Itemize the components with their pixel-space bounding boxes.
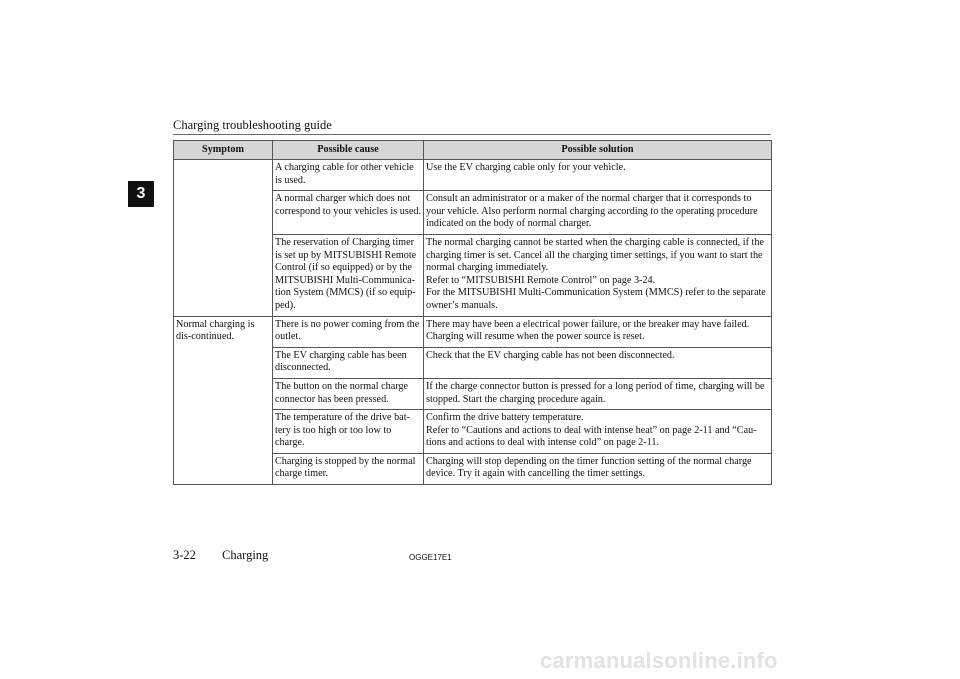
solution-cell	[424, 160, 772, 191]
cause-cell: A charging cable for other vehicle is used.	[273, 160, 424, 191]
table-row	[174, 160, 772, 191]
solution-text: Charging will stop depending on the timer function setting of the normal charge device. Try it again with cancelling the timer settings.	[426, 455, 752, 480]
cause-cell: A normal charger which does not correspond to your vehicles is used.	[273, 191, 424, 235]
cause-cell: There is no power coming from the outlet.	[273, 316, 424, 347]
symptom-cell	[174, 234, 273, 316]
table-row	[174, 316, 772, 347]
cause-cell: Charging is stopped by the normal charge timer.	[273, 453, 424, 484]
symptom-cell	[174, 347, 273, 378]
symptom-cell	[174, 410, 273, 454]
solution-cell	[424, 191, 772, 235]
solution-text: Use the EV charging cable only for your vehicle.	[426, 162, 626, 173]
solution-cell	[424, 347, 772, 378]
page-number: 3-22	[173, 548, 196, 562]
solution-text: There may have been a electrical power failure, or the breaker may have failed.	[426, 318, 750, 330]
table-row	[174, 410, 772, 454]
title-divider	[173, 134, 771, 135]
solution-cell	[424, 453, 772, 484]
solution-text: If the charge connector button is pressed for a long period of time, charging will be stopped. Start the charging procedure again.	[426, 380, 765, 405]
solution-text: For the MITSUBISHI Multi-Communication System (MMCS) refer to the separate owner’s manuals.	[426, 287, 766, 311]
table-row	[174, 347, 772, 378]
solution-text: Refer to “MITSUBISHI Remote Control” on page 3-24.	[426, 274, 656, 286]
cause-cell: The temperature of the drive bat-tery is too high or too low to charge.	[273, 410, 424, 454]
solution-cell	[424, 316, 772, 347]
solution-text: Check that the EV charging cable has not been disconnected.	[426, 349, 675, 361]
cause-cell: The button on the normal charge connector has been pressed.	[273, 378, 424, 409]
table-row	[174, 378, 772, 409]
column-header-solution: Possible solution	[424, 141, 772, 160]
solution-text: Charging will resume when the power source is reset.	[426, 331, 645, 343]
column-header-cause: Possible cause	[273, 141, 424, 160]
cause-cell: The reservation of Charging timer is set up by MITSUBISHI Remote Control (if so equipped) or by the MITSUBISHI Multi-Communica-tion System (MMCS) (if so equip-ped).	[273, 234, 424, 316]
document-code: OGGE17E1	[409, 553, 452, 562]
solution-cell	[424, 378, 772, 409]
symptom-cell	[174, 191, 273, 235]
solution-text: Consult an administrator or a maker of the normal charger that it corresponds to your vehicle. Also perform normal charging according to the operating procedure indicated on the body of normal charger.	[426, 193, 758, 230]
table-row	[174, 234, 772, 316]
column-header-symptom: Symptom	[174, 141, 273, 160]
troubleshooting-table	[173, 140, 772, 485]
table-header-row	[174, 141, 772, 160]
table-row	[174, 453, 772, 484]
solution-text: Refer to “Cautions and actions to deal with intense heat” on page 2-11 and “Cau-tions and actions to deal with intense cold” on page 2-11.	[426, 424, 757, 449]
page-title: Charging troubleshooting guide	[173, 118, 332, 132]
symptom-cell: Normal charging is dis-continued.	[174, 316, 273, 347]
symptom-cell	[174, 160, 273, 191]
table-row	[174, 191, 772, 235]
watermark: carmanualsonline.info	[540, 648, 778, 673]
solution-cell	[424, 234, 772, 316]
symptom-cell	[174, 453, 273, 484]
symptom-cell	[174, 378, 273, 409]
footer-section-name: Charging	[222, 548, 269, 562]
cause-cell: The EV charging cable has been disconnected.	[273, 347, 424, 378]
solution-text: The normal charging cannot be started when the charging cable is connected, if the charging timer is set. Cancel all the charging timer settings, if you want to start the normal charging immediately.	[426, 236, 764, 274]
chapter-tab: 3	[128, 181, 154, 207]
solution-text: Confirm the drive battery temperature.	[426, 412, 584, 424]
solution-cell	[424, 410, 772, 454]
